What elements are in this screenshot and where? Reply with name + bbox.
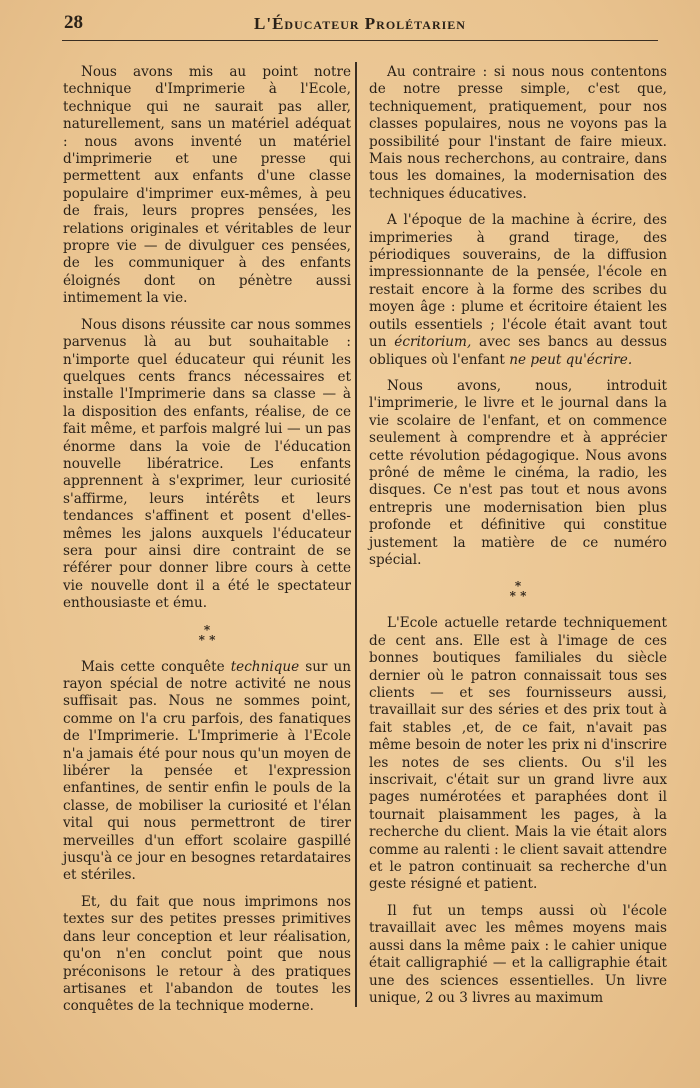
section-separator: * * * xyxy=(198,622,216,647)
paragraph: Nous avons, nous, introduit l'imprimerie, le livre et le journal dans la vie scolaire de l'enfant, et on commence seulement à comprendre et à apprécier cette révolution pédagogique. Nous avons prôné de même le cinéma, la radio, les disques. Ce n'est pas tout et nous avons entrepris une modernisation bien plus profonde et définitive qui constitue justement la matière de ce numéro spécial. xyxy=(369,377,667,568)
emphasis: écritorium, xyxy=(394,334,472,351)
paragraph: L'Ecole actuelle retarde techniquement de cent ans. Elle est à l'image de ces bonnes boutiques familiales du siècle dernier où le patron connaissait tous ses clients — et ses fournisseurs aussi, travaillait sur des séries et des prix tout à fait stables ,et, de ce fait, n'avait pas même besoin de noter les prix ni d'inscrire les notes de ses clients. Ou s'il les inscrivait, c'était sur un grand livre aux pages numérotées et paraphées dont il tournait plaisamment les pages, à la recherche du client. Mais la vie était alors comme au ralenti : le client savait attendre et le patron continuait sa recherche d'un geste résigné et patient. xyxy=(369,615,667,893)
paragraph: Nous avons mis au point notre technique d'Imprimerie à l'Ecole, technique qui ne saurait pas aller, naturellement, sans un matériel adéquat : nous avons inventé un matériel d'imprimerie et une presse qui permettent aux enfants d'une classe populaire d'imprimer eux-mêmes, à peu de frais, leurs propres pensées, les relations originales et véritables de leur propre vie — de divulguer ces pensées, de les communiquer à des enfants éloignés dont on pénètre aussi intimement la vie. xyxy=(63,64,351,307)
page-header xyxy=(62,10,658,41)
paragraph: Et, du fait que nous imprimons nos textes sur des petites presses primitives dans leur conception et leur réalisation, qu'on n'en conclut point que nous préconisons le retour à des pratiques artisanes et l'abandon de toutes les conquêtes de la technique moderne. xyxy=(63,893,351,1015)
text-run: A l'époque de la machine à écrire, des imprimeries à grand tirage, des périodiques souverains, de la diffusion impressionnante de la pensée, l'école en restait encore à la forme des scribes du moyen âge : plume et écritoire étaient les outils essentiels ; l'école était avant tout un xyxy=(369,212,667,351)
paragraph xyxy=(63,659,351,885)
paragraph: Nous disons réussite car nous sommes parvenus là au but souhaitable : n'importe quel éducateur qui réunit les quelques cents francs nécessaires et installe l'Imprimerie dans sa classe — à la disposition des enfants, réalise, de ce fait même, et parfois malgré lui — un pas énorme dans la voie de l'éducation nouvelle libératrice. Les enfants apprennent à s'exprimer, leur curiosité s'affirme, leurs intérêts et leurs tendances s'affinent et posent d'elles-mêmes les jalons auxquels l'éducateur sera pour ainsi dire contraint de se référer pour donner libre cours à cette vie nouvelle dont il a été le spectateur enthousiaste et ému. xyxy=(63,316,351,612)
left-column xyxy=(63,64,351,1025)
right-column xyxy=(369,64,667,1016)
text-run: Mais cette conquête xyxy=(81,658,231,675)
paragraph: Au contraire : si nous nous contentons de notre presse simple, c'est que, techniquement, pratiquement, pour nos classes populaires, nous ne voyons pas la possibilité pour l'instant de faire mieux. Mais nous recherchons, au contraire, dans tous les domaines, la modernisation des techniques éducatives. xyxy=(369,64,667,202)
emphasis: ne peut qu'écrire. xyxy=(509,351,633,368)
section-separator: * * * xyxy=(509,579,527,604)
column-divider xyxy=(355,62,357,1007)
emphasis: technique xyxy=(230,658,300,675)
text-run: avec ses bancs au dessus obliques où l'enfant xyxy=(369,334,668,368)
page-number: 28 xyxy=(64,12,83,33)
text-run: sur un rayon spécial de notre activité ne nous suffisait pas. Nous ne sommes point, comme on l'a cru parfois, des fanatiques de l'Imprimerie. L'Imprimerie à l'Ecole n'a jamais été pour nous qu'un moyen de libérer la pensée et l'expression enfantines, de sentir enfin le pouls de la classe, de mobiliser la curiosité et l'élan vital qui nous permettront de tirer merveilles d'un effort scolaire gaspillé jusqu'à ce jour en besognes retardataires et stériles. xyxy=(63,658,352,884)
journal-title: L'Éducateur Prolétarien xyxy=(254,14,466,33)
paragraph: Il fut un temps aussi où l'école travaillait avec les mêmes moyens mais aussi dans la même paix : le cahier unique était calligraphié — et la calligraphie était une des sciences essentielles. Un livre unique, 2 ou 3 livres au maximum xyxy=(369,902,667,1006)
paragraph xyxy=(369,212,667,369)
